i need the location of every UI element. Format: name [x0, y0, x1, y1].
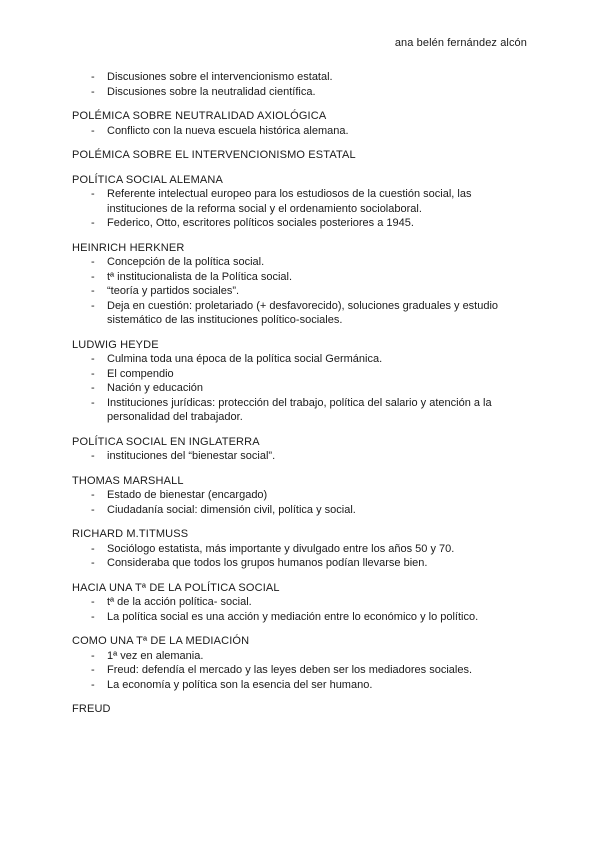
- section-list: [72, 187, 532, 231]
- dash-bullet: -: [91, 285, 95, 297]
- list-item: [72, 367, 532, 382]
- section-politica-alemana: [72, 173, 532, 231]
- list-item-text: Ciudadanía social: dimensión civil, política y social.: [107, 503, 356, 516]
- section-marshall: [72, 474, 532, 518]
- section-list: [72, 255, 532, 328]
- dash-bullet: -: [91, 557, 95, 569]
- dash-bullet: -: [91, 542, 95, 555]
- dash-bullet: -: [91, 367, 95, 380]
- dash-bullet: -: [91, 188, 95, 200]
- section-mediacion: [72, 634, 532, 692]
- list-item-text: tª institucionalista de la Política social.: [107, 270, 293, 283]
- section-heading: HACIA UNA Tª DE LA POLÍTICA SOCIAL: [72, 581, 280, 594]
- section-heading: RICHARD M.TITMUSS: [72, 528, 189, 540]
- section-heyde: [72, 338, 532, 425]
- list-item: [72, 610, 532, 625]
- dash-bullet: -: [91, 217, 95, 229]
- list-item: [72, 187, 532, 216]
- section-teoria-politica-social: [72, 581, 532, 625]
- list-item-text: Freud: defendía el mercado y las leyes deben ser los mediadores sociales.: [107, 664, 473, 676]
- section-list: [72, 352, 532, 425]
- dash-bullet: -: [91, 256, 95, 268]
- dash-bullet: -: [91, 450, 95, 462]
- list-item-text: La economía y política son la esencia del ser humano.: [107, 678, 373, 691]
- section-list: [72, 595, 532, 624]
- author-name: ana belén fernández alcón: [394, 37, 527, 49]
- list-item: [72, 678, 532, 693]
- list-item-text: Discusiones sobre el intervencionismo estatal.: [107, 71, 333, 83]
- list-item-text: Conflicto con la nueva escuela histórica alemana.: [107, 124, 349, 137]
- section-freud: [72, 702, 532, 717]
- section-list: [72, 649, 532, 693]
- section-list: [72, 542, 532, 571]
- dash-bullet: -: [91, 678, 95, 691]
- list-item-text: “teoría y partidos sociales”.: [107, 285, 240, 297]
- list-item: [72, 488, 532, 503]
- list-item: [72, 270, 532, 285]
- list-item-text: instituciones del “bienestar social”.: [107, 450, 276, 462]
- list-item-text: Instituciones jurídicas: protección del trabajo, política del salario y atención a la personalidad del trabajador.: [107, 396, 492, 423]
- list-item: [72, 70, 532, 85]
- list-item: [72, 124, 532, 139]
- section-heading: POLÍTICA SOCIAL EN INGLATERRA: [72, 435, 260, 448]
- list-item: [72, 663, 532, 678]
- dash-bullet: -: [91, 270, 95, 283]
- list-item: [72, 299, 532, 328]
- dash-bullet: -: [91, 664, 95, 676]
- section-list: [72, 124, 532, 139]
- list-item-text: La política social es una acción y mediación entre lo económico y lo político.: [107, 610, 479, 623]
- list-item: [72, 449, 532, 464]
- list-item: [72, 284, 532, 299]
- section-heading: LUDWIG HEYDE: [72, 338, 159, 351]
- dash-bullet: -: [91, 382, 95, 394]
- section-heading: POLÉMICA SOBRE NEUTRALIDAD AXIOLÓGICA: [72, 110, 327, 122]
- list-item-text: Federico, Otto, escritores políticos sociales posteriores a 1945.: [107, 217, 414, 229]
- dash-bullet: -: [91, 489, 95, 501]
- list-item-text: Nación y educación: [107, 382, 204, 394]
- dash-bullet: -: [91, 85, 95, 98]
- list-item-text: Referente intelectual europeo para los estudiosos de la cuestión social, las instituciones de la reforma social y el ordenamiento sociolaboral.: [107, 188, 472, 215]
- section-intervencionismo: [72, 148, 532, 163]
- section-herkner: [72, 241, 532, 328]
- list-item: [72, 595, 532, 610]
- dash-bullet: -: [91, 71, 95, 83]
- dash-bullet: -: [91, 299, 95, 312]
- list-item: [72, 352, 532, 367]
- section-heading: HEINRICH HERKNER: [72, 241, 185, 254]
- list-item-text: Discusiones sobre la neutralidad científica.: [107, 85, 316, 98]
- section-neutralidad: [72, 109, 532, 138]
- list-item-text: Culmina toda una época de la política social Germánica.: [107, 353, 383, 365]
- section-inglaterra: [72, 435, 532, 464]
- list-item: [72, 396, 532, 425]
- list-item: [72, 381, 532, 396]
- list-item: [72, 85, 532, 100]
- list-item-text: Sociólogo estatista, más importante y divulgado entre los años 50 y 70.: [107, 542, 455, 555]
- intro-list: [72, 70, 532, 99]
- dash-bullet: -: [91, 596, 95, 608]
- list-item: [72, 255, 532, 270]
- dash-bullet: -: [91, 610, 95, 623]
- dash-bullet: -: [91, 396, 95, 409]
- section-heading: POLÍTICA SOCIAL ALEMANA: [72, 173, 223, 186]
- document-body: [72, 70, 532, 717]
- dash-bullet: -: [91, 124, 95, 137]
- section-heading: COMO UNA Tª DE LA MEDIACIÓN: [72, 635, 250, 647]
- list-item: [72, 542, 532, 557]
- list-item-text: Estado de bienestar (encargado): [107, 489, 268, 501]
- section-heading: FREUD: [72, 703, 111, 715]
- list-item-text: tª de la acción política- social.: [107, 596, 252, 608]
- section-titmuss: [72, 527, 532, 571]
- list-item-text: El compendio: [107, 367, 174, 380]
- dash-bullet: -: [91, 649, 95, 662]
- section-list: [72, 449, 532, 464]
- list-item: [72, 503, 532, 518]
- list-item-text: Concepción de la política social.: [107, 256, 265, 268]
- list-item-text: 1ª vez en alemania.: [107, 649, 204, 662]
- section-heading: THOMAS MARSHALL: [72, 474, 184, 487]
- section-heading: POLÉMICA SOBRE EL INTERVENCIONISMO ESTATAL: [72, 149, 356, 161]
- list-item: [72, 649, 532, 664]
- list-item-text: Deja en cuestión: proletariado (+ desfavorecido), soluciones graduales y estudio sistemático de las instituciones político-sociales.: [107, 299, 499, 326]
- list-item: [72, 556, 532, 571]
- list-item-text: Consideraba que todos los grupos humanos podían llevarse bien.: [107, 557, 428, 569]
- dash-bullet: -: [91, 503, 95, 516]
- list-item: [72, 216, 532, 231]
- section-list: [72, 488, 532, 517]
- dash-bullet: -: [91, 353, 95, 365]
